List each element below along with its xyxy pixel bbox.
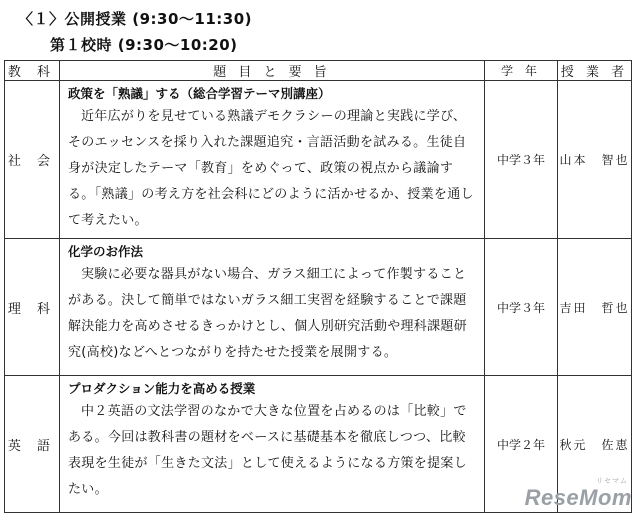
row-topic: 政策を「熟議」する（総合学習テーマ別講座） xyxy=(68,86,331,101)
row-grade: 中学３年 xyxy=(485,239,558,376)
row-teacher: 山本 智也 xyxy=(558,81,632,239)
row-subject: 理 科 xyxy=(5,239,60,376)
header-teacher: 授 業 者 xyxy=(558,61,632,81)
row-content xyxy=(60,239,485,376)
row-content xyxy=(60,376,485,513)
row-description: 中２英語の文法学習のなかで大きな位置を占めるのは「比較」である。今回は教科書の題材をベースに基礎基本を徹底しつつ、比較表現を生徒が「生きた文法」として使えるようになる方策を提案したい。 xyxy=(68,404,468,497)
row-topic: プロダクション能力を高める授業 xyxy=(68,381,256,396)
row-teacher: 秋元 佐恵 xyxy=(558,376,632,513)
row-subject: 英 語 xyxy=(5,376,60,513)
period-heading: 第１校時 (9:30〜10:20) xyxy=(50,36,238,54)
table-header-row xyxy=(5,61,632,81)
row-description: 実験に必要な器具がない場合、ガラス細工によって作製することがある。決して簡単ではないガラス細工実習を経験することで課題解決能力を高めさせるきっかけとし、個人別研究活動や理科課題研究(高校)などへとつながりを持たせた授業を展開する。 xyxy=(68,267,468,360)
row-topic: 化学のお作法 xyxy=(68,244,144,259)
row-grade: 中学３年 xyxy=(485,81,558,239)
header-subject: 教 科 xyxy=(5,61,60,81)
watermark-logo: ReseMom xyxy=(524,485,632,510)
row-teacher: 吉田 哲也 xyxy=(558,239,632,376)
session-heading: 〈１〉公開授業 (9:30〜11:30) xyxy=(18,10,252,28)
lesson-table xyxy=(4,60,632,513)
watermark-subtitle: リセマム xyxy=(596,477,628,485)
row-content xyxy=(60,81,485,239)
header-topic: 題 目 と 要 旨 xyxy=(60,61,485,81)
table-row xyxy=(5,81,632,239)
table-row xyxy=(5,239,632,376)
row-grade: 中学２年 xyxy=(485,376,558,513)
row-description: 近年広がりを見せている熟議デモクラシーの理論と実践に学び、そのエッセンスを採り入れた課題追究・言語活動を試みる。生徒自身が決定したテーマ「教育」をめぐって、政策の視点から議論する。「熟議」の考え方を社会科にどのように活かせるか、授業を通して考えたい。 xyxy=(68,109,474,228)
header-grade: 学 年 xyxy=(485,61,558,81)
row-subject: 社 会 xyxy=(5,81,60,239)
